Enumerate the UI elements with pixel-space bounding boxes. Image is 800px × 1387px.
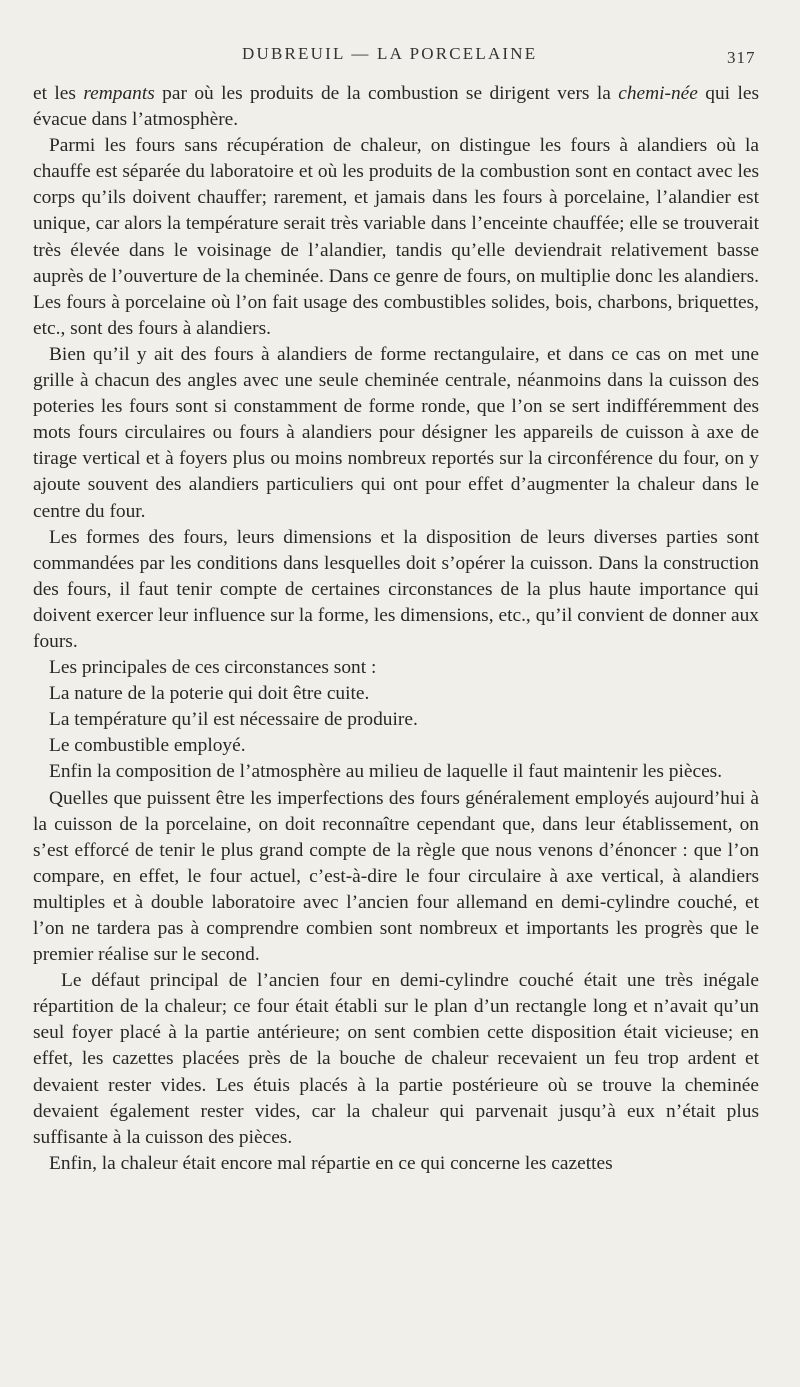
page-number: 317 <box>727 48 756 67</box>
paragraph-text: par où les produits de la combustion se dirigent vers la <box>154 83 619 104</box>
body-text <box>33 81 759 1177</box>
paragraph: Parmi les fours sans récupération de chaleur, on distingue les fours à alandiers où la chauffe est séparée du laboratoire et où les produits de la combustion sont en contact avec les corps qu’ils doivent chauffer; rarement, et jamais dans les fours à porcelaine, l’alandier est unique, car alors la température serait très variable dans l’enceinte chauffée; elle se trouverait très élevée dans le voisinage de l’alandier, tandis qu’elle deviendrait relativement basse auprès de l’ouverture de la cheminée. Dans ce genre de fours, on multiplie donc les alandiers. Les fours à porcelaine où l’on fait usage des combustibles solides, bois, charbons, briquettes, etc., sont des fours à alandiers. <box>33 135 759 339</box>
list-item: Le combustible employé. <box>49 735 246 757</box>
paragraph-text: qui les évacue dans l’atmosphère. <box>33 83 759 131</box>
list-item: Enfin la composition de l’atmosphère au milieu de laquelle il faut maintenir les pièces. <box>49 761 723 783</box>
paragraph: Les principales de ces circonstances sont : <box>49 657 377 679</box>
paragraph: Le défaut principal de l’ancien four en demi-cylindre couché était une très inégale répartition de la chaleur; ce four était établi sur le plan d’un rectangle long et n’avait qu’un seul foyer placé à la partie antérieure; on sent combien cette disposition était vicieuse; en effet, les cazettes placées près de la bouche de chaleur recevaient un feu trop ardent et devaient rester vides. Les étuis placés à la partie postérieure où se trouve la cheminée devaient également rester vides, car la chaleur qui parvenait jusqu’à eux n’était plus suffisante à la cuisson des pièces. <box>33 970 759 1148</box>
paragraph: Bien qu’il y ait des fours à alandiers de forme rectangulaire, et dans ce cas on met une grille à chacun des angles avec une seule cheminée centrale, néanmoins dans la cuisson des poteries les fours sont si constamment de forme ronde, que l’on se sert indifféremment des mots fours circulaires ou fours à alandiers pour désigner les appareils de cuisson à axe de tirage vertical et à foyers plus ou moins nombreux reportés sur la circonférence du four, on y ajoute souvent des alandiers particuliers qui ont pour effet d’augmenter la chaleur dans le centre du four. <box>33 343 759 522</box>
list-item: La nature de la poterie qui doit être cuite. <box>49 683 370 705</box>
paragraph: Enfin, la chaleur était encore mal répartie en ce qui concerne les cazettes <box>49 1152 613 1174</box>
paragraph-text: et les <box>33 83 84 104</box>
running-head <box>0 44 800 74</box>
italic-term: chemi-née <box>618 83 698 104</box>
running-title: DUBREUIL — LA PORCELAINE <box>242 44 538 63</box>
list-item: La température qu’il est nécessaire de produire. <box>49 709 418 731</box>
paragraph-rempants <box>33 81 759 133</box>
italic-term: rempants <box>83 83 155 104</box>
paragraph: Les formes des fours, leurs dimensions et la disposition de leurs diverses parties sont commandées par les conditions dans lesquelles doit s’opérer la cuisson. Dans la construction des fours, il faut tenir compte de certaines circonstances de la plus haute importance qui doivent exercer leur influence sur la forme, les dimensions, etc., qu’il convient de donner aux fours. <box>33 526 759 652</box>
paragraph: Quelles que puissent être les imperfections des fours généralement employés aujourd’hui à la cuisson de la porcelaine, on doit reconnaître cependant que, dans leur établissement, on s’est efforcé de tenir le plus grand compte de la règle que nous venons d’énoncer : que l’on compare, en effet, le four actuel, c’est-à-dire le four circulaire à axe vertical, à alandiers multiples et à double laboratoire avec l’ancien four allemand en demi-cylindre couché, et l’on ne tardera pas à comprendre combien sont nombreux et importants les progrès que le premier réalise sur le second. <box>33 787 759 966</box>
